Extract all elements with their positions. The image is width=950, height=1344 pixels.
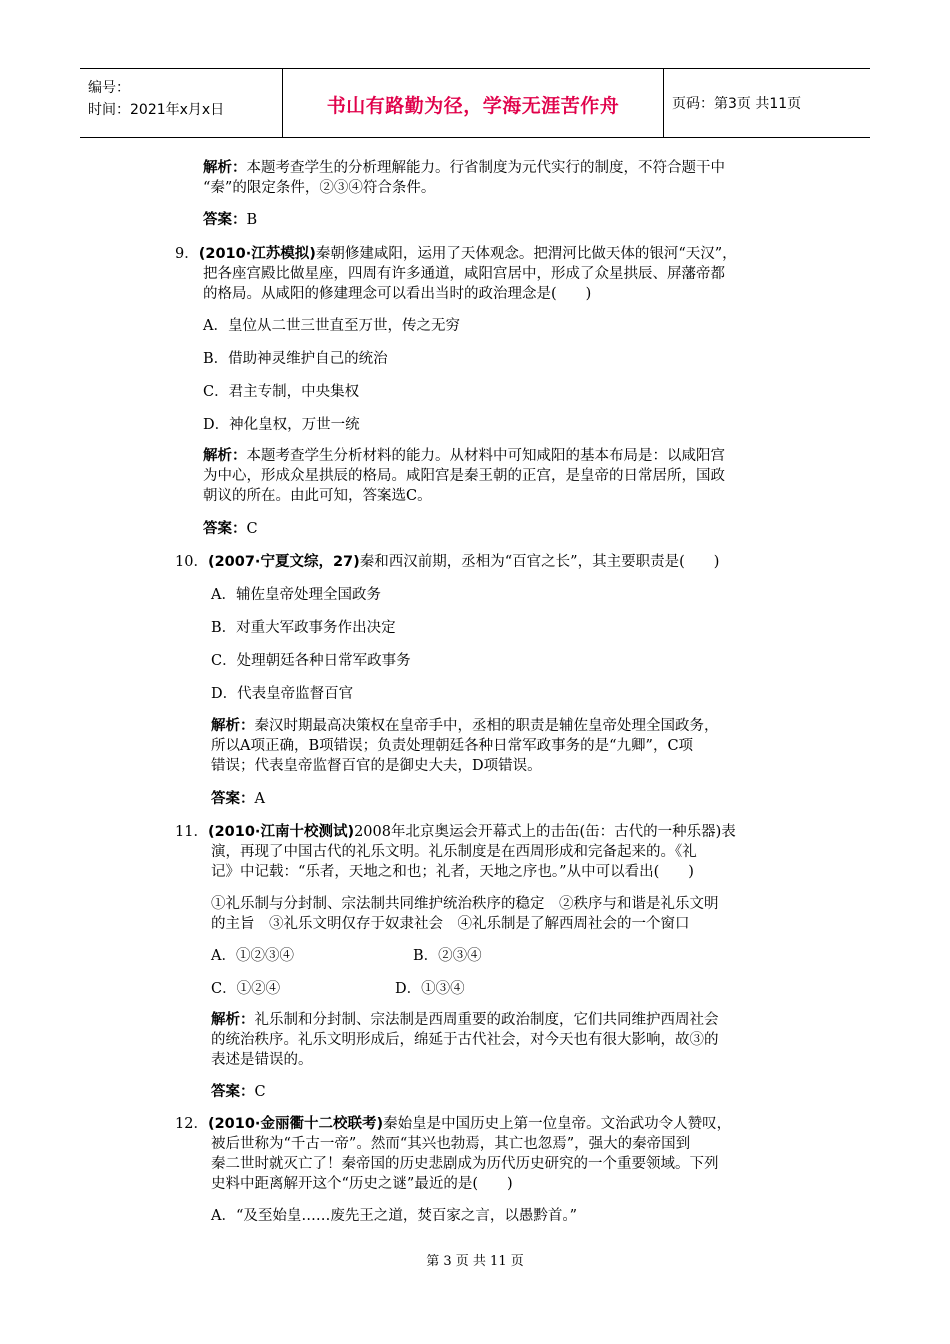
option-d: D．神化皇权，万世一统: [203, 417, 360, 433]
analysis-line: 秦汉时期最高决策权在皇帝手中，丞相的职责是辅佐皇帝处理全国政务，: [254, 718, 719, 734]
q10-analysis: [211, 716, 719, 776]
analysis-label: 解析：: [211, 1012, 255, 1028]
stem-line: 被后世称为“千古一帝”。然而“其兴也勃焉，其亡也忽焉”，强大的秦帝国到: [211, 1136, 691, 1152]
option-c: C．①②④: [211, 981, 281, 997]
answer-label: 答案：: [211, 1084, 255, 1100]
option-a: A．皇位从二世三世直至万世，传之无穷: [203, 318, 460, 334]
option-c: C．处理朝廷各种日常军政事务: [211, 653, 411, 669]
option-d: D．①③④: [395, 981, 465, 997]
page-header: [80, 68, 870, 138]
analysis-line: 错误；代表皇帝监督百官的是御史大夫，D项错误。: [211, 758, 542, 774]
answer-label: 答案：: [203, 521, 247, 537]
question-source: (2007·宁夏文综，27): [207, 554, 360, 570]
analysis-line: 的统治秩序。礼乐文明形成后，绵延于古代社会，对今天也有很大影响，故③的: [211, 1032, 719, 1048]
answer-value: B: [246, 212, 258, 228]
analysis-label: 解析：: [203, 448, 247, 464]
question-10: [175, 552, 719, 572]
option-a: A．“及至始皇……废先王之道，焚百家之言，以愚黔首。”: [211, 1208, 578, 1224]
header-page-cell: [664, 69, 870, 137]
analysis-line: 为中心，形成众星拱辰的格局。咸阳宫是秦王朝的正宫，是皇帝的日常居所，国政: [203, 468, 725, 484]
option-d: D．代表皇帝监督百官: [211, 686, 354, 702]
analysis-line: 礼乐制和分封制、宗法制是西周重要的政治制度，它们共同维护西周社会: [254, 1012, 719, 1028]
q9-analysis: [203, 446, 725, 506]
q8-answer: [203, 210, 257, 230]
option-a: A．①②③④: [211, 948, 294, 964]
stem-line: 秦始皇是中国历史上第一位皇帝。文治武功令人赞叹，: [383, 1116, 732, 1132]
q9-answer: [203, 519, 258, 539]
option-b: B．借助神灵维护自己的统治: [203, 351, 388, 367]
stem-line: 演，再现了中国古代的礼乐文明。礼乐制度是在西周形成和完备起来的。《礼: [211, 844, 697, 860]
answer-value: C: [246, 521, 258, 537]
q11-answer: [211, 1082, 266, 1102]
stem-line: 秦和西汉前期，丞相为“百官之长”，其主要职责是( ): [359, 554, 720, 570]
question-9: [175, 244, 737, 304]
stem-line: 的格局。从咸阳的修建理念可以看出当时的政治理念是( ): [203, 286, 592, 302]
option-b: B．对重大军政事务作出决定: [211, 620, 396, 636]
question-source: (2010·江苏模拟): [198, 246, 316, 262]
stem-line: 秦二世时就灭亡了！秦帝国的历史悲剧成为历代历史研究的一个重要领域。下列: [211, 1156, 719, 1172]
stem-line: 秦朝修建咸阳，运用了天体观念。把渭河比做天体的银河“天汉”，: [315, 246, 737, 262]
statement-line: 的主旨 ③礼乐文明仅存于奴隶社会 ④礼乐制是了解西周社会的一个窗口: [211, 916, 690, 932]
analysis-line: 本题考查学生的分析理解能力。行省制度为元代实行的制度，不符合题干中: [246, 160, 725, 176]
question-number: 11．: [175, 824, 208, 840]
answer-value: C: [254, 1084, 266, 1100]
q8-analysis: [203, 158, 725, 198]
header-left-cell: [80, 69, 283, 137]
page-footer: 第 3 页 共 11 页: [426, 1254, 524, 1269]
option-b: B．②③④: [413, 948, 482, 964]
stem-line: 史料中距离解开这个“历史之谜”最近的是( ): [211, 1176, 513, 1192]
q11-analysis: [211, 1010, 719, 1070]
question-number: 12．: [175, 1116, 208, 1132]
date-line: 时间：2021年x月x日: [88, 102, 225, 118]
page-info: 页码：第3页 共11页: [672, 96, 802, 112]
header-motto-cell: [283, 69, 664, 137]
q10-answer: [211, 789, 265, 809]
statement-line: ①礼乐制与分封制、宗法制共同维护统治秩序的稳定 ②秩序与和谐是礼乐文明: [211, 896, 719, 912]
answer-value: A: [254, 791, 265, 807]
option-a: A．辅佐皇帝处理全国政务: [211, 587, 381, 603]
analysis-label: 解析：: [211, 718, 255, 734]
stem-line: 记》中记载：“乐者，天地之和也；礼者，天地之序也。”从中可以看出( ): [211, 864, 694, 880]
analysis-line: 本题考查学生分析材料的能力。从材料中可知咸阳的基本布局是：以咸阳宫: [246, 448, 725, 464]
analysis-line: 所以A项正确，B项错误；负责处理朝廷各种日常军政事务的是“九卿”，C项: [211, 738, 694, 754]
answer-label: 答案：: [211, 791, 255, 807]
stem-line: 把各座宫殿比做星座，四周有许多通道，咸阳宫居中，形成了众星拱辰、屏藩帝都: [203, 266, 725, 282]
question-12: [175, 1114, 731, 1194]
motto: 书山有路勤为径，学海无涯苦作舟: [326, 95, 620, 117]
question-11: [175, 822, 736, 882]
question-source: (2010·金丽衢十二校联考): [207, 1116, 384, 1132]
number-label: 编号：: [88, 80, 130, 96]
analysis-line: 表述是错误的。: [211, 1052, 313, 1068]
option-c: C．君主专制，中央集权: [203, 384, 360, 400]
analysis-line: “秦”的限定条件，②③④符合条件。: [203, 180, 436, 196]
analysis-line: 朝议的所在。由此可知，答案选C。: [203, 488, 432, 504]
answer-label: 答案：: [203, 212, 247, 228]
q11-statements: [211, 894, 719, 934]
question-number: 10．: [175, 554, 208, 570]
analysis-label: 解析：: [203, 160, 247, 176]
stem-line: 2008年北京奥运会开幕式上的击缶(缶：古代的一种乐器)表: [354, 824, 736, 840]
question-source: (2010·江南十校测试): [207, 824, 355, 840]
question-number: 9．: [175, 246, 199, 262]
